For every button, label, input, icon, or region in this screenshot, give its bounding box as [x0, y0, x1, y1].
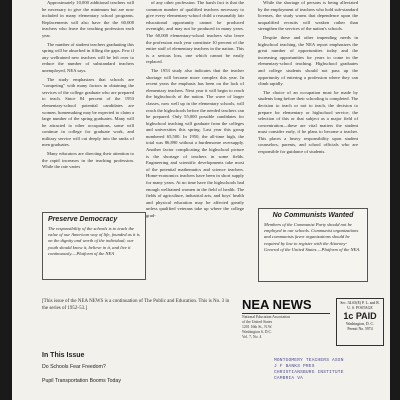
article-column-1	[42, 0, 134, 173]
paragraph: Approximately 10,000 additional teachers will be necessary to give the minimum but are now included in many elementary school programs. Replacements will also have the the 60,000 teachers who leave the teaching profession each year.	[42, 0, 134, 38]
in-this-issue	[42, 352, 242, 392]
paragraph: While the shortage of persons is being alleviated by the employment of teachers who hold sub-standard licenses, the study warns that dependence upon the unqualified recruits will weaken rather than strengthen the services of the nation's schools.	[258, 0, 358, 32]
contents-item: Do Schools Fear Freedom?	[42, 364, 106, 370]
box-body: The responsibility of the schools is to teach the value of our American way of life, founded as it is on the dignity and worth of the individual; our youth should know it, believe in it, and live it continuously.—Platform of the NEA	[48, 226, 140, 256]
preserve-democracy-box	[42, 212, 146, 280]
masthead-info	[242, 315, 330, 340]
masthead-line: of the United States	[242, 320, 273, 324]
address-line: CHRISTIANSBURG INSTITUTE	[274, 370, 344, 375]
masthead	[242, 298, 330, 350]
paragraph: The study emphasizes that schools are "competing" with many factors in obtaining the services of the college graduate who are prepared to teach. Since 84 percent of the 1953 elementary-school potential candidates are women, homemaking may be expected to claim a large number of the spring graduates. Many will be attracted to other occupations, some will continue in college for graduate work, and military service will cut deeply into the ranks of men graduates.	[42, 76, 134, 148]
box-title: Preserve Democracy	[48, 216, 118, 223]
masthead-line: Vol. 7, No. 4	[242, 335, 262, 339]
paragraph: Many educators are directing their attention to the rapid increases in the teaching profession. While the rate varies	[42, 151, 134, 170]
permit-line: Sec. 34.65(E) P. L. and R.	[340, 301, 380, 305]
address-line: MONTGOMERY TEACHERS ASSN	[274, 358, 344, 363]
paragraph: The 1953 study also indicates that the teacher shortage will become more complex this year. In recent years the emphasis has been on the lack of elementary teachers. Next year it will begin to reach the highschools of the nation. The wave of larger classes, now well up in the elementary schools, will reach the highschools before the needed teachers can be prepared. Only 55,000 possible candidates for highschool teaching will graduate from the colleges and universities this spring. Last year this group numbered 65,500. In 1950, the all-time high, the total was 86,890 without a burdensome oversupply. Another factor complicating the highschool picture is the shortage of teachers in some fields. Engineering and scientific developments take most of the potential mathematics and science teachers. Home-economics teachers have been in short supply for many years. At no time have the highschools had enough wellrained women in the field of health. The fields of agriculture, industrial arts, and boys' health and physical education may be affected greatly unless qualified veterans take up where the college grad-	[146, 67, 244, 218]
issue-note: [This issue of the NEA NEWS is a continuation of The Public and Education. This is No. 3 in the series of 1952-53.]	[42, 299, 230, 311]
no-communists-box	[258, 208, 368, 282]
address-line: J F BANKS PRES	[274, 364, 315, 369]
paragraph: The choice of an occupation must be made by students long before their schooling is completed. The decision to teach or not to teach, the decision to prepare for elementary or highschool service, the selection of this or that subject as a major field of concentration—these are vital matters the student must consider early, if he plans to become a teacher. This places a heavy responsibility upon student counselors, parents, and school officials who are responsible for guidance of students.	[258, 89, 358, 155]
mailing-address	[274, 358, 384, 382]
masthead-line: 1201 16th St., N.W.	[242, 325, 273, 329]
postage-permit	[336, 298, 384, 346]
box-body: Members of the Communist Party should not be employed in our schools. Communist organizations and communists favor organizations should be required by law to register with the Attorney-General of the United States.—Platform of the NEA.	[264, 222, 361, 252]
paragraph: Despite these and other impending needs in highschool teaching, the NEA report emphasizes the great number of opportunities today and the increasing opportunities for years to come in the elementary-school teaching. Highschool graduates and college students should not pass up the opportunity of entering a profession where they can climb rapidly.	[258, 34, 358, 87]
box-title: No Communists Wanted	[272, 212, 354, 219]
article-column-3	[258, 0, 358, 158]
contents-item: Pupil Transportation Booms Today	[42, 378, 121, 384]
masthead-line: National Education Association	[242, 315, 291, 319]
article-column-2	[146, 0, 244, 222]
paragraph: The number of student teachers graduating this spring will be absorbed in filling the gaps. Few if any wellrained new teachers will be left over to reduce the number of substandard teachers unemployed, NEA says.	[42, 41, 134, 73]
permit-paid: 1c PAID	[343, 311, 377, 321]
masthead-line: Washington 6, D.C.	[242, 330, 272, 334]
masthead-divider	[242, 313, 330, 314]
newsletter-page	[12, 0, 390, 400]
in-this-issue-title: In This Issue	[42, 352, 85, 359]
paragraph: of any other profession. The harsh fact is that the common number of qualified teachers necessary to give every elementary-school child a reasonably fair educational opportunity cannot be produced overnight, and may not be produced in many years. The 60,000 elementary-school teachers who leave the profession each year constitute 10 percent of the entire staff of elementary teachers in the nation. This is a serious loss, one which cannot be easily replaced.	[146, 0, 244, 65]
masthead-title: NEA NEWS	[242, 297, 312, 312]
permit-line: Washington, D. C.	[345, 322, 375, 326]
permit-line: U. S. POSTAGE	[347, 306, 373, 310]
permit-line: Permit No. 5974	[347, 327, 373, 331]
address-line: CAMBRIA VA	[274, 376, 304, 381]
